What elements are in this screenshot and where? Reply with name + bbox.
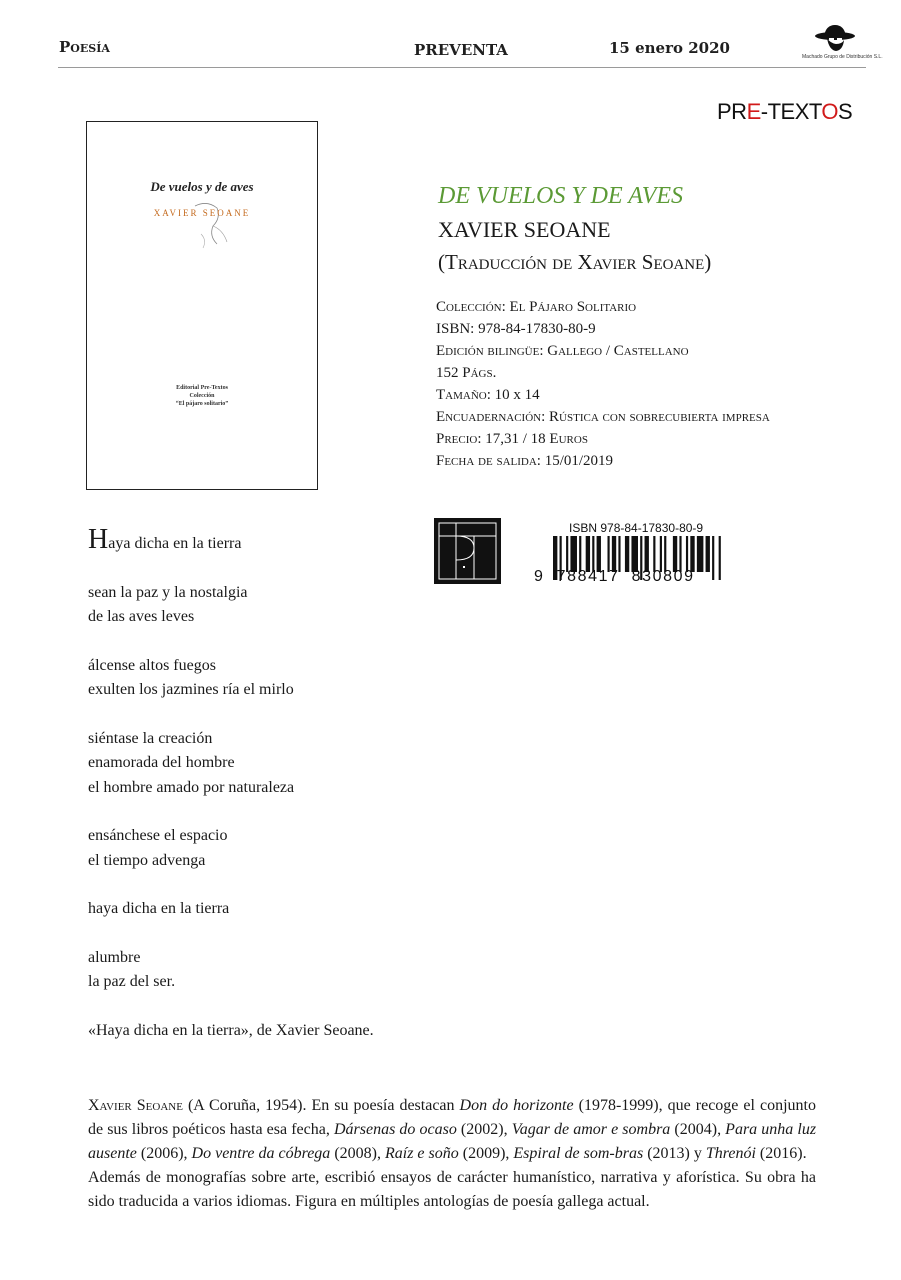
poem-stanza — [88, 581, 294, 630]
author-bio — [88, 1094, 816, 1214]
bio-author-name: Xavier Seoane — [88, 1097, 183, 1114]
meta-binding: Encuadernación: Rústica con sobrecubierta impresa — [436, 409, 770, 425]
barcode-bar — [631, 536, 638, 572]
poem-credit: «Haya dicha en la tierra», de Xavier Seoane. — [88, 1022, 374, 1039]
barcode-bar — [625, 536, 629, 572]
barcode-isbn-label: ISBN 978-84-17830-80-9 — [569, 521, 704, 535]
header-date: 15 enero 2020 — [609, 39, 730, 57]
book-cover — [86, 121, 318, 490]
barcode-bar — [612, 536, 616, 572]
book-translation: (Traducción de Xavier Seoane) — [438, 250, 712, 274]
man-with-hat-logo-icon — [802, 22, 868, 56]
barcode-bar — [597, 536, 601, 572]
book-meta — [436, 296, 770, 472]
presale-label: PREVENTA — [414, 41, 508, 59]
poem-line: el hombre amado por naturaleza — [88, 778, 295, 796]
bio-paragraph-1: Xavier Seoane (A Coruña, 1954). En su poesía destacan Don do horizonte (1978-1999), que recoge el conjunto de sus libros poéticos hasta esa fecha, Dársenas do ocaso (2002), Vagar de amor e sombra (2004), Para unha luz ausente (2006), Do ventre da cóbrega (2008), Raíz e soño (2009), Espiral de som-bras (2013) y Threnói (2016). — [88, 1097, 817, 1162]
barcode-bar — [686, 536, 688, 572]
poem-line: sean la paz y la nostalgia — [88, 583, 248, 601]
publisher-logo: PRE-TEXTOS — [717, 99, 853, 124]
meta-edition: Edición bilingüe: Gallego / Castellano — [436, 343, 689, 359]
poem-first-line: Haya dicha en la tierra — [88, 524, 242, 555]
meta-pages: 152 Págs. — [436, 365, 497, 381]
meta-isbn: ISBN: 978-84-17830-80-9 — [436, 321, 596, 337]
distributor-name: Machado Grupo de Distribución S.L. — [802, 54, 883, 60]
barcode-bar — [592, 536, 594, 572]
barcode-bar — [579, 536, 581, 572]
poem-stanza — [88, 524, 294, 557]
poem-line: siéntase la creación — [88, 729, 213, 747]
poem-stanza — [88, 654, 294, 703]
cover-publisher: Editorial Pre-Textos — [176, 385, 228, 391]
drop-cap: H — [88, 524, 109, 555]
poem-line: enamorada del hombre — [88, 754, 235, 771]
barcode-bar — [607, 536, 609, 572]
barcode-digits: 9 788417 830809 — [534, 568, 695, 585]
bird-sketch-icon — [187, 196, 231, 252]
barcode-bar — [690, 536, 694, 572]
poem-line: el tiempo advenga — [88, 851, 206, 869]
barcode-bar — [664, 536, 666, 572]
distributor-logo — [802, 22, 883, 66]
poem-stanza — [88, 897, 294, 922]
poem-stanza — [88, 946, 294, 995]
barcode-bar — [706, 536, 710, 572]
barcode-bar — [645, 536, 649, 572]
cover-publisher-block — [87, 384, 317, 408]
barcode-bar — [673, 536, 677, 572]
barcode-bar — [719, 536, 721, 580]
barcode-bar — [566, 536, 568, 572]
poem-line: la paz del ser. — [88, 973, 176, 990]
meta-release-date: Fecha de salida: 15/01/2019 — [436, 453, 614, 469]
cover-collection-line2: “El pájaro solitario” — [175, 401, 229, 407]
cover-title: De vuelos y de aves — [150, 179, 254, 194]
barcode-bar — [679, 536, 681, 572]
book-author: XAVIER SEOANE — [438, 217, 611, 242]
cover-collection-line1: Colección — [189, 393, 215, 399]
poem — [88, 524, 295, 1019]
poem-line: álcense altos fuegos — [88, 656, 216, 674]
barcode-bar — [586, 536, 590, 572]
book-title: DE VUELOS Y DE AVES — [438, 183, 684, 209]
poem-stanza — [88, 824, 294, 873]
genre-label: Poesía — [59, 38, 110, 56]
barcode-bar — [570, 536, 577, 572]
meta-collection: Colección: El Pájaro Solitario — [436, 299, 637, 315]
poem-line: ensánchese el espacio — [88, 827, 228, 844]
pretextos-mark-icon — [434, 518, 501, 584]
header-rule — [58, 67, 866, 68]
poem-line: haya dicha en la tierra — [88, 900, 230, 917]
meta-price: Precio: 17,31 / 18 Euros — [436, 431, 588, 447]
barcode-bar — [618, 536, 620, 572]
bio-paragraph-2: Además de monografías sobre arte, escribió ensayos de carácter humanístico, narrativa y aforística. Su obra ha sido traducida a varios idiomas. Figura en múltiples antologías de poesía gallega actual. — [88, 1169, 816, 1210]
poem-line: alumbre — [88, 948, 141, 966]
barcode-bar — [653, 536, 655, 572]
meta-size: Tamaño: 10 x 14 — [436, 387, 540, 403]
barcode-bar — [712, 536, 714, 580]
poem-stanza — [88, 727, 294, 801]
barcode-bar — [697, 536, 704, 572]
cover-author: XAVIER SEOANE — [153, 208, 251, 218]
poem-line: de las aves leves — [88, 608, 195, 625]
barcode-bar — [660, 536, 662, 572]
poem-line: exulten los jazmines ría el mirlo — [88, 681, 294, 698]
